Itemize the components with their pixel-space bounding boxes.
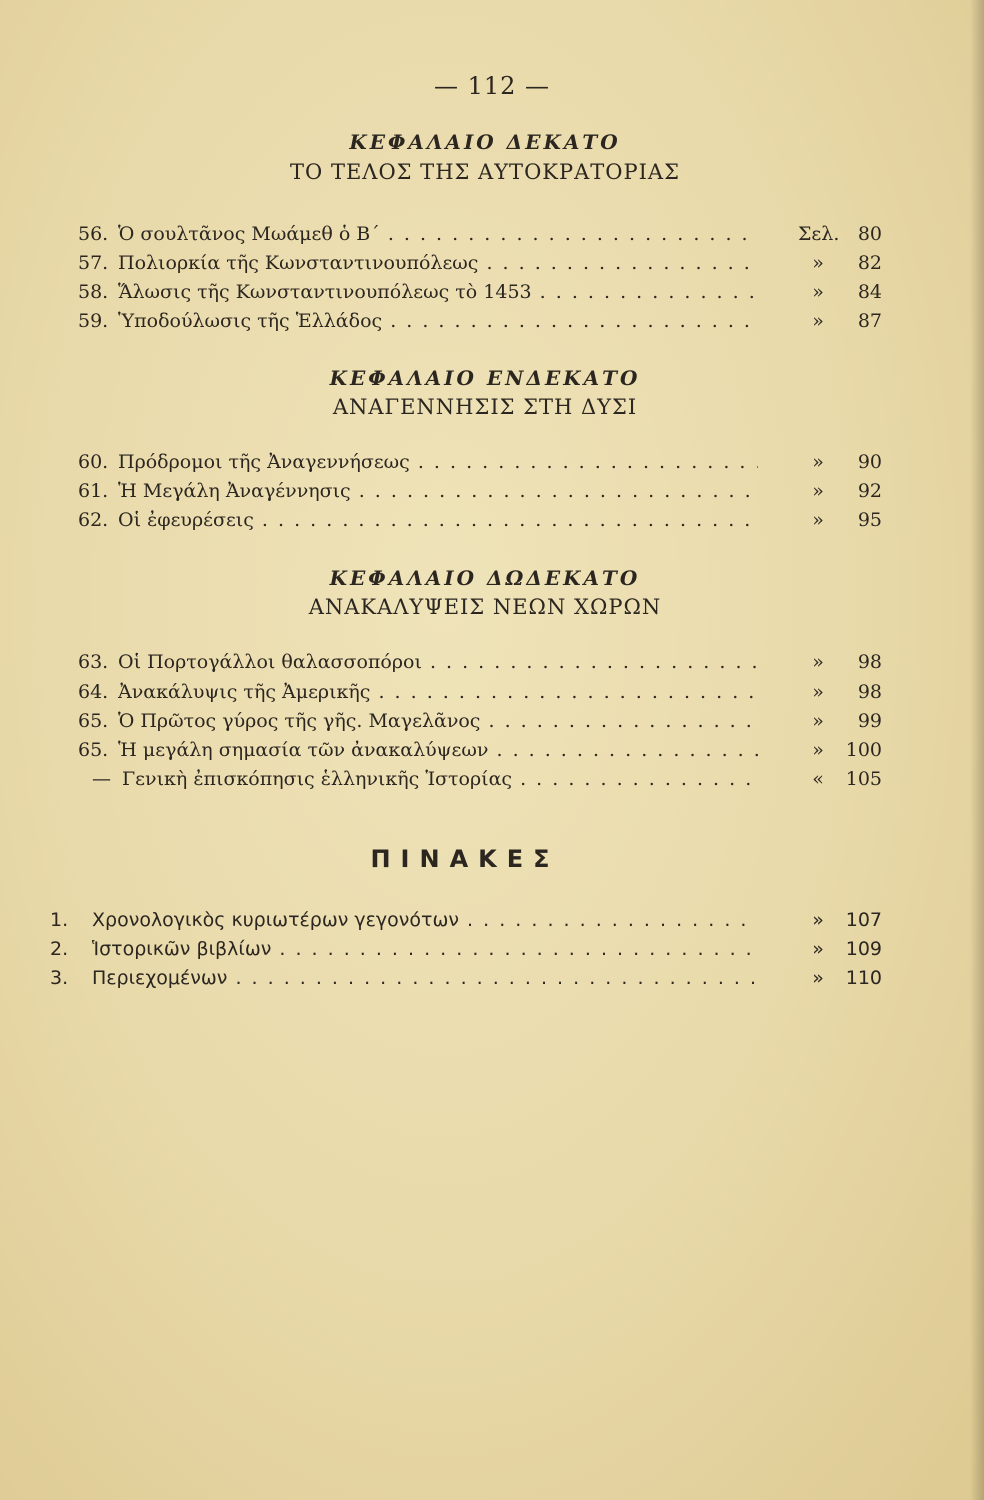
toc-entry (0, 278, 984, 306)
toc-entry (0, 220, 984, 248)
entry-page: 84 (857, 281, 882, 303)
page-marker: » (812, 967, 824, 989)
entry-title: Ἡ μεγάλη σημασία τῶν ἀνακαλύψεων . . . (118, 736, 758, 764)
page-marker: » (812, 310, 824, 332)
entry-page: 95 (857, 509, 882, 531)
chapter-11-title: ΚΕΦΑΛΑΙΟ ΕΝΔΕΚΑΤΟ (329, 366, 641, 390)
entry-page: 87 (857, 310, 882, 332)
toc-entry (0, 736, 984, 764)
page-number: — 112 — (433, 72, 551, 100)
toc-entry (0, 906, 984, 934)
entry-page: 80 (857, 223, 882, 245)
entry-number: 57. (78, 252, 109, 274)
toc-entry (0, 707, 984, 735)
entry-title: Ὑποδούλωσις τῆς Ἑλλάδος . . . (118, 307, 758, 335)
entry-title: Πολιορκία τῆς Κωνσταντινουπόλεως . . . (118, 249, 758, 277)
entry-number: 3. (50, 967, 69, 989)
entry-number: — (92, 768, 111, 790)
entry-number: 59. (78, 310, 109, 332)
entry-page: 107 (845, 909, 882, 931)
chapter-10-subtitle: ΤΟ ΤΕΛΟΣ ΤΗΣ ΑΥΤΟΚΡΑΤΟΡΙΑΣ (290, 160, 680, 184)
page-marker: » (812, 710, 824, 732)
page-marker: » (812, 681, 824, 703)
page-marker: » (812, 739, 824, 761)
toc-entry (0, 648, 984, 676)
entry-title: Ἱστορικῶν βιβλίων . . . (92, 935, 758, 963)
entry-number: 62. (78, 509, 109, 531)
entry-page: 90 (857, 451, 882, 473)
entry-page: 110 (845, 967, 882, 989)
entry-number: 2. (50, 938, 69, 960)
chapter-12-subtitle: ΑΝΑΚΑΛΥΨΕΙΣ ΝΕΩΝ ΧΩΡΩΝ (308, 595, 662, 619)
entry-page: 109 (845, 938, 882, 960)
entry-number: 63. (78, 651, 109, 673)
entry-title: Οἱ Πορτογάλλοι θαλασσοπόροι . . . (118, 648, 758, 676)
entry-title: Ἡ Μεγάλη Ἀναγέννησις . . . (118, 477, 758, 505)
entry-number: 65. (78, 710, 109, 732)
entry-title: Πρόδρομοι τῆς Ἀναγεννήσεως . . . (118, 448, 758, 476)
page-marker: Σελ. (798, 223, 840, 245)
chapter-12-title: ΚΕΦΑΛΑΙΟ ΔΩΔΕΚΑΤΟ (329, 566, 641, 590)
entry-number: 61. (78, 480, 109, 502)
entry-number: 56. (78, 223, 109, 245)
entry-page: 98 (857, 651, 882, 673)
page-marker: » (812, 480, 824, 502)
page-marker: » (812, 281, 824, 303)
page-marker: » (812, 509, 824, 531)
chapter-10-title: ΚΕΦΑΛΑΙΟ ΔΕΚΑΤΟ (349, 130, 621, 154)
toc-entry (0, 307, 984, 335)
entry-page: 105 (845, 768, 882, 790)
page-marker: « (812, 768, 824, 790)
page-marker: » (812, 938, 824, 960)
entry-title: Ἅλωσις τῆς Κωνσταντινουπόλεως τὸ 1453 . . . (118, 278, 758, 306)
toc-entry (0, 765, 984, 793)
entry-number: 1. (50, 909, 69, 931)
entry-number: 64. (78, 681, 109, 703)
toc-entry (0, 964, 984, 992)
entry-number: 58. (78, 281, 109, 303)
page-marker: » (812, 909, 824, 931)
toc-entry (0, 935, 984, 963)
page-marker: » (812, 451, 824, 473)
page-marker: » (812, 252, 824, 274)
entry-page: 82 (857, 252, 882, 274)
entry-page: 98 (857, 681, 882, 703)
entry-title: Οἱ ἐφευρέσεις . . . (118, 506, 758, 534)
entry-number: 60. (78, 451, 109, 473)
toc-entry (0, 448, 984, 476)
entry-title: Ἀνακάλυψις τῆς Ἀμερικῆς . . . (118, 678, 758, 706)
toc-entry (0, 477, 984, 505)
entry-page: 100 (845, 739, 882, 761)
entry-title: Ὁ σουλτᾶνος Μωάμεθ ὁ Β΄ . . . (118, 220, 758, 248)
chapter-11-subtitle: ΑΝΑΓΕΝΝΗΣΙΣ ΣΤΗ ΔΥΣΙ (332, 395, 638, 419)
page-edge-shadow (970, 0, 984, 1500)
entry-title: Περιεχομένων . . . (92, 964, 758, 992)
toc-entry (0, 506, 984, 534)
page-marker: » (812, 651, 824, 673)
entry-title: Ὁ Πρῶτος γύρος τῆς γῆς. Μαγελᾶνος . . . (118, 707, 758, 735)
entry-page: 92 (857, 480, 882, 502)
entry-title: Γενικὴ ἐπισκόπησις ἑλληνικῆς Ἱστορίας . . . (122, 765, 758, 793)
entry-title: Χρονολογικὸς κυριωτέρων γεγονότων . . . (92, 906, 758, 934)
toc-entry (0, 678, 984, 706)
tables-heading: ΠΙΝΑΚΕΣ (370, 845, 560, 873)
toc-entry (0, 249, 984, 277)
entry-number: 65. (78, 739, 109, 761)
entry-page: 99 (857, 710, 882, 732)
